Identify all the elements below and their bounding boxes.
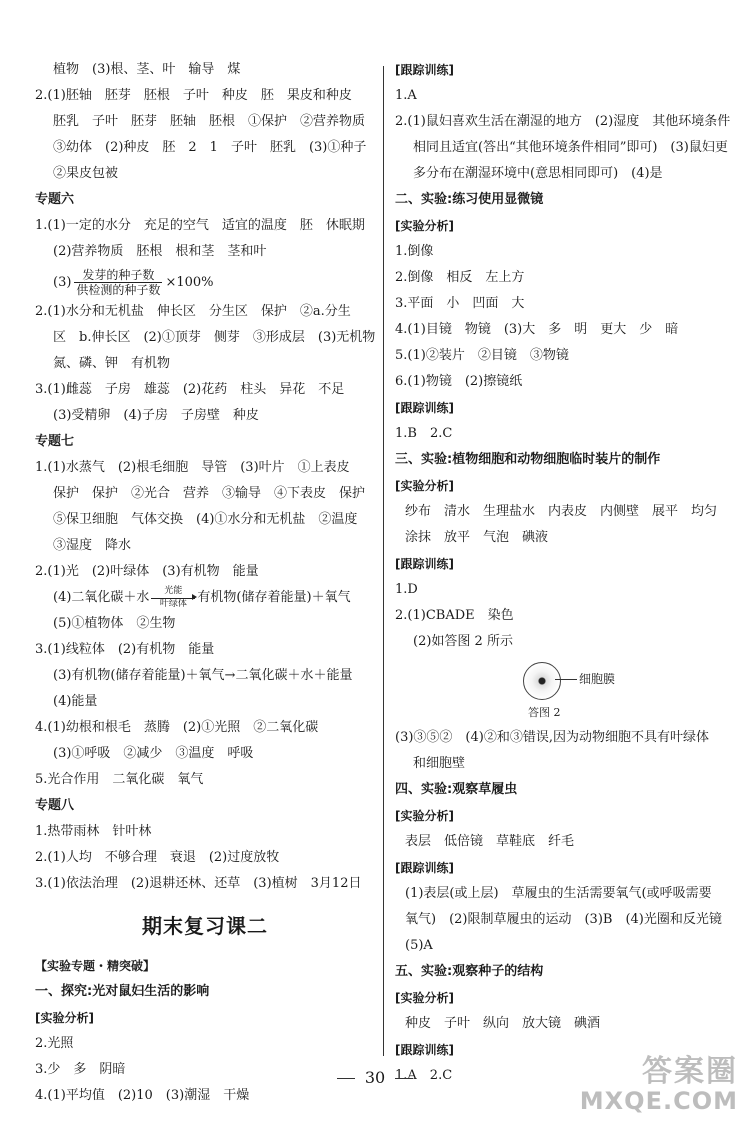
answer-line: 4.(1)目镜 物镜 (3)大 多 明 更大 少 暗	[395, 322, 679, 337]
answer-line: 2.光照	[35, 1036, 74, 1051]
arrow-shaft	[151, 596, 195, 599]
page-number-dash-right	[395, 1078, 413, 1079]
equation-line	[35, 586, 375, 612]
section-heading-6: 专题六	[35, 192, 75, 207]
answer-line: 2.(1)光 (2)叶绿体 (3)有机物 能量	[35, 564, 259, 579]
watermark-text-cn: 答案圈	[642, 1054, 738, 1089]
bracket-label: [跟踪训练]	[395, 1043, 454, 1057]
bracket-label: [实验分析]	[35, 1011, 94, 1025]
section-heading-7: 专题七	[35, 434, 75, 449]
answer-line: 3.平面 小 凹面 大	[395, 296, 525, 311]
answer-line: 3.(1)线粒体 (2)有机物 能量	[35, 642, 215, 657]
fraction	[74, 268, 162, 297]
cell-diagram	[523, 662, 561, 700]
answer-line: 3.(1)依法治理 (2)退耕还林、还草 (3)植树 3月12日	[35, 876, 362, 891]
answer-line: 6.(1)物镜 (2)擦镜纸	[395, 374, 523, 389]
fraction-denominator: 供检测的种子数	[76, 283, 161, 297]
answer-line: (2)营养物质 胚根 根和茎 茎和叶	[53, 244, 267, 259]
equation-reactants: (4)二氧化碳＋水	[53, 590, 150, 605]
experiment-heading: 二、实验:练习使用显微镜	[395, 192, 544, 207]
answer-line: 相同且适宜(答出“其他环境条件相同”即可) (3)鼠妇更	[413, 140, 728, 155]
answer-line: (3)有机物(储存着能量)＋氧气→二氧化碳＋水＋能量	[53, 668, 353, 683]
answer-line: 氮、磷、钾 有机物	[53, 356, 171, 371]
page-number-dash-left	[337, 1078, 355, 1079]
formula-suffix: ×100%	[165, 275, 214, 290]
answer-line: 区 b.伸长区 (2)①顶芽 侧芽 ③形成层 (3)无机物	[53, 330, 376, 345]
answer-line: 多分布在潮湿环境中(意思相同即可) (4)是	[413, 166, 663, 181]
chapter-title: 期末复习课二	[142, 914, 268, 938]
bracket-label: 【实验专题・精突破】	[35, 959, 156, 973]
answer-line: 2.(1)鼠妇喜欢生活在潮湿的地方 (2)湿度 其他环境条件	[395, 114, 731, 129]
formula-line	[35, 266, 375, 300]
answer-line: ③湿度 降水	[53, 538, 132, 553]
answer-line: 2.倒像 相反 左上方	[395, 270, 525, 285]
answer-line: 2.(1)CBADE 染色	[395, 608, 514, 623]
figure-caption: 答图 2	[528, 706, 561, 719]
answer-line: 2.(1)人均 不够合理 衰退 (2)过度放牧	[35, 850, 280, 865]
answer-line: (5)①植物体 ②生物	[53, 616, 176, 631]
answer-line: (5)A	[405, 938, 433, 953]
bracket-label: [实验分析]	[395, 991, 454, 1005]
answer-line: 2.(1)水分和无机盐 伸长区 分生区 保护 ②a.分生	[35, 304, 351, 319]
column-divider	[383, 66, 384, 1056]
arrow-condition-bottom: 叶绿体	[159, 599, 187, 609]
answer-line: 和细胞壁	[413, 756, 466, 771]
answer-line: 氧气) (2)限制草履虫的运动 (3)B (4)光圈和反光镜	[405, 912, 722, 927]
experiment-heading: 三、实验:植物细胞和动物细胞临时装片的制作	[395, 452, 661, 467]
experiment-heading: 四、实验:观察草履虫	[395, 782, 518, 797]
answer-line: ②果皮包被	[53, 166, 119, 181]
answer-line: 1.热带雨林 针叶林	[35, 824, 152, 839]
answer-line: 1.B 2.C	[395, 426, 453, 441]
answer-line: 种皮 子叶 纵向 放大镜 碘酒	[405, 1016, 601, 1031]
watermark-text-url: MXQE.COM	[579, 1087, 738, 1115]
answer-line: 4.(1)平均值 (2)10 (3)潮湿 干燥	[35, 1088, 250, 1103]
answer-line: 3.少 多 阴暗	[35, 1062, 126, 1077]
answer-line: ③幼体 (2)种皮 胚 2 1 子叶 胚乳 (3)①种子	[53, 140, 367, 155]
answer-line: 1.D	[395, 582, 418, 597]
page-number-value: 30	[364, 1068, 386, 1087]
answer-line: 5.光合作用 二氧化碳 氧气	[35, 772, 204, 787]
bracket-label: [实验分析]	[395, 219, 454, 233]
cell-figure	[395, 656, 730, 726]
answer-line: 保护 保护 ②光合 营养 ③输导 ④下表皮 保护	[53, 486, 366, 501]
answer-line: 表层 低倍镜 草鞋底 纤毛	[405, 834, 575, 849]
equation-products: 有机物(储存着能量)＋氧气	[197, 590, 351, 605]
fraction-numerator: 发芽的种子数	[74, 268, 162, 283]
bracket-label: [跟踪训练]	[395, 861, 454, 875]
section-heading-8: 专题八	[35, 798, 75, 813]
answer-line: 1.(1)一定的水分 充足的空气 适宜的温度 胚 休眠期	[35, 218, 365, 233]
bracket-label: [跟踪训练]	[395, 401, 454, 415]
arrow-condition-top: 光能	[164, 586, 183, 596]
answer-line: 2.(1)胚轴 胚芽 胚根 子叶 种皮 胚 果皮和种皮	[35, 88, 352, 103]
cell-membrane-label: 细胞膜	[579, 672, 616, 686]
answer-line: 1.(1)水蒸气 (2)根毛细胞 导管 (3)叶片 ①上表皮	[35, 460, 350, 475]
answer-line: 涂抹 放平 气泡 碘液	[405, 530, 549, 545]
bracket-label: [跟踪训练]	[395, 63, 454, 77]
answer-line: 纱布 清水 生理盐水 内表皮 内侧壁 展平 均匀	[405, 504, 718, 519]
answer-line: (3)受精卵 (4)子房 子房壁 种皮	[53, 408, 259, 423]
answer-line: 1.倒像	[395, 244, 434, 259]
bracket-label: [跟踪训练]	[395, 557, 454, 571]
watermark-logo	[580, 1056, 738, 1114]
answer-line: 3.(1)雌蕊 子房 雄蕊 (2)花药 柱头 异花 不足	[35, 382, 345, 397]
answer-line: 1.A 2.C	[395, 1068, 453, 1083]
answer-line: 植物 (3)根、茎、叶 输导 煤	[53, 62, 241, 77]
formula-prefix: (3)	[53, 275, 72, 290]
bracket-label: [实验分析]	[395, 479, 454, 493]
answer-line: 1.A	[395, 88, 417, 103]
bracket-label: [实验分析]	[395, 809, 454, 823]
experiment-heading: 一、探究:光对鼠妇生活的影响	[35, 984, 210, 999]
answer-line: ⑤保卫细胞 气体交换 (4)①水分和无机盐 ②温度	[53, 512, 358, 527]
answer-line: (3)③⑤② (4)②和③错误,因为动物细胞不具有叶绿体	[395, 730, 709, 745]
answer-line: (2)如答图 2 所示	[413, 634, 513, 649]
answer-line: 5.(1)②装片 ②目镜 ③物镜	[395, 348, 569, 363]
answer-line: (3)①呼吸 ②减少 ③温度 呼吸	[53, 746, 254, 761]
experiment-heading: 五、实验:观察种子的结构	[395, 964, 544, 979]
right-column	[395, 58, 730, 1090]
answer-line: (1)表层(或上层) 草履虫的生活需要氧气(或呼吸需要	[405, 886, 712, 901]
answer-line: 胚乳 子叶 胚芽 胚轴 胚根 ①保护 ②营养物质	[53, 114, 366, 129]
label-leader-line	[555, 679, 577, 680]
reaction-arrow	[151, 586, 195, 609]
answer-line: 4.(1)幼根和根毛 蒸腾 (2)①光照 ②二氧化碳	[35, 720, 319, 735]
left-column	[35, 58, 375, 1110]
answer-line: (4)能量	[53, 694, 98, 709]
